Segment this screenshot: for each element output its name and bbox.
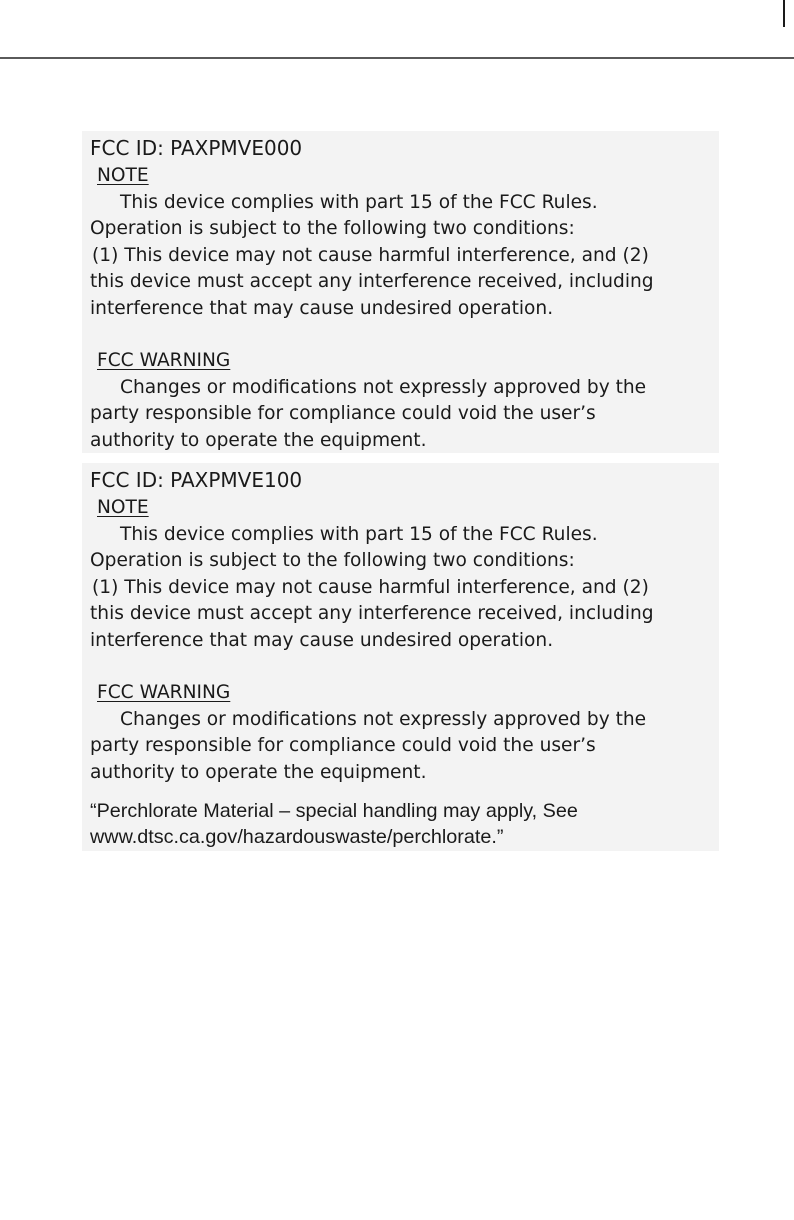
note-line: interference that may cause undesired operation. xyxy=(90,297,554,319)
note-line: (1) This device may not cause harmful interference, and (2) xyxy=(92,576,649,598)
warning-line: party responsible for compliance could void the user’s xyxy=(90,735,596,756)
perchlorate-line-1: “Perchlorate Material – special handling may apply, See xyxy=(90,800,578,822)
note-heading: NOTE xyxy=(97,165,149,186)
fcc-id: FCC ID: PAXPMVE100 xyxy=(90,468,303,492)
warning-line: Changes or modifications not expressly approved by the xyxy=(120,376,647,398)
section-gap xyxy=(90,654,719,680)
note-line: This device complies with part 15 of the FCC Rules. xyxy=(120,191,598,213)
note-line: (1) This device may not cause harmful interference, and (2) xyxy=(92,244,649,266)
page-edge-mark xyxy=(783,0,785,27)
warning-heading: FCC WARNING xyxy=(97,350,231,371)
fcc-block-pmve000 xyxy=(82,131,719,453)
fcc-id: FCC ID: PAXPMVE000 xyxy=(90,136,303,160)
perchlorate-notice xyxy=(82,785,719,851)
note-line: This device complies with part 15 of the FCC Rules. xyxy=(120,523,598,545)
section-gap xyxy=(90,322,719,348)
note-line: Operation is subject to the following two conditions: xyxy=(90,550,575,571)
warning-line: authority to operate the equipment. xyxy=(90,761,427,783)
note-line: this device must accept any interference received, including xyxy=(90,271,654,292)
note-line: Operation is subject to the following two conditions: xyxy=(90,218,575,239)
warning-line: Changes or modifications not expressly approved by the xyxy=(120,708,647,730)
warning-line: party responsible for compliance could void the user’s xyxy=(90,403,596,424)
perchlorate-line-2: www.dtsc.ca.gov/hazardouswaste/perchlorate.” xyxy=(90,826,504,848)
warning-line: authority to operate the equipment. xyxy=(90,429,427,451)
note-line: interference that may cause undesired operation. xyxy=(90,629,554,651)
note-line: this device must accept any interference received, including xyxy=(90,603,654,624)
warning-heading: FCC WARNING xyxy=(97,682,231,703)
fcc-block-pmve100 xyxy=(82,463,719,785)
note-heading: NOTE xyxy=(97,497,149,518)
header-rule xyxy=(0,57,794,59)
